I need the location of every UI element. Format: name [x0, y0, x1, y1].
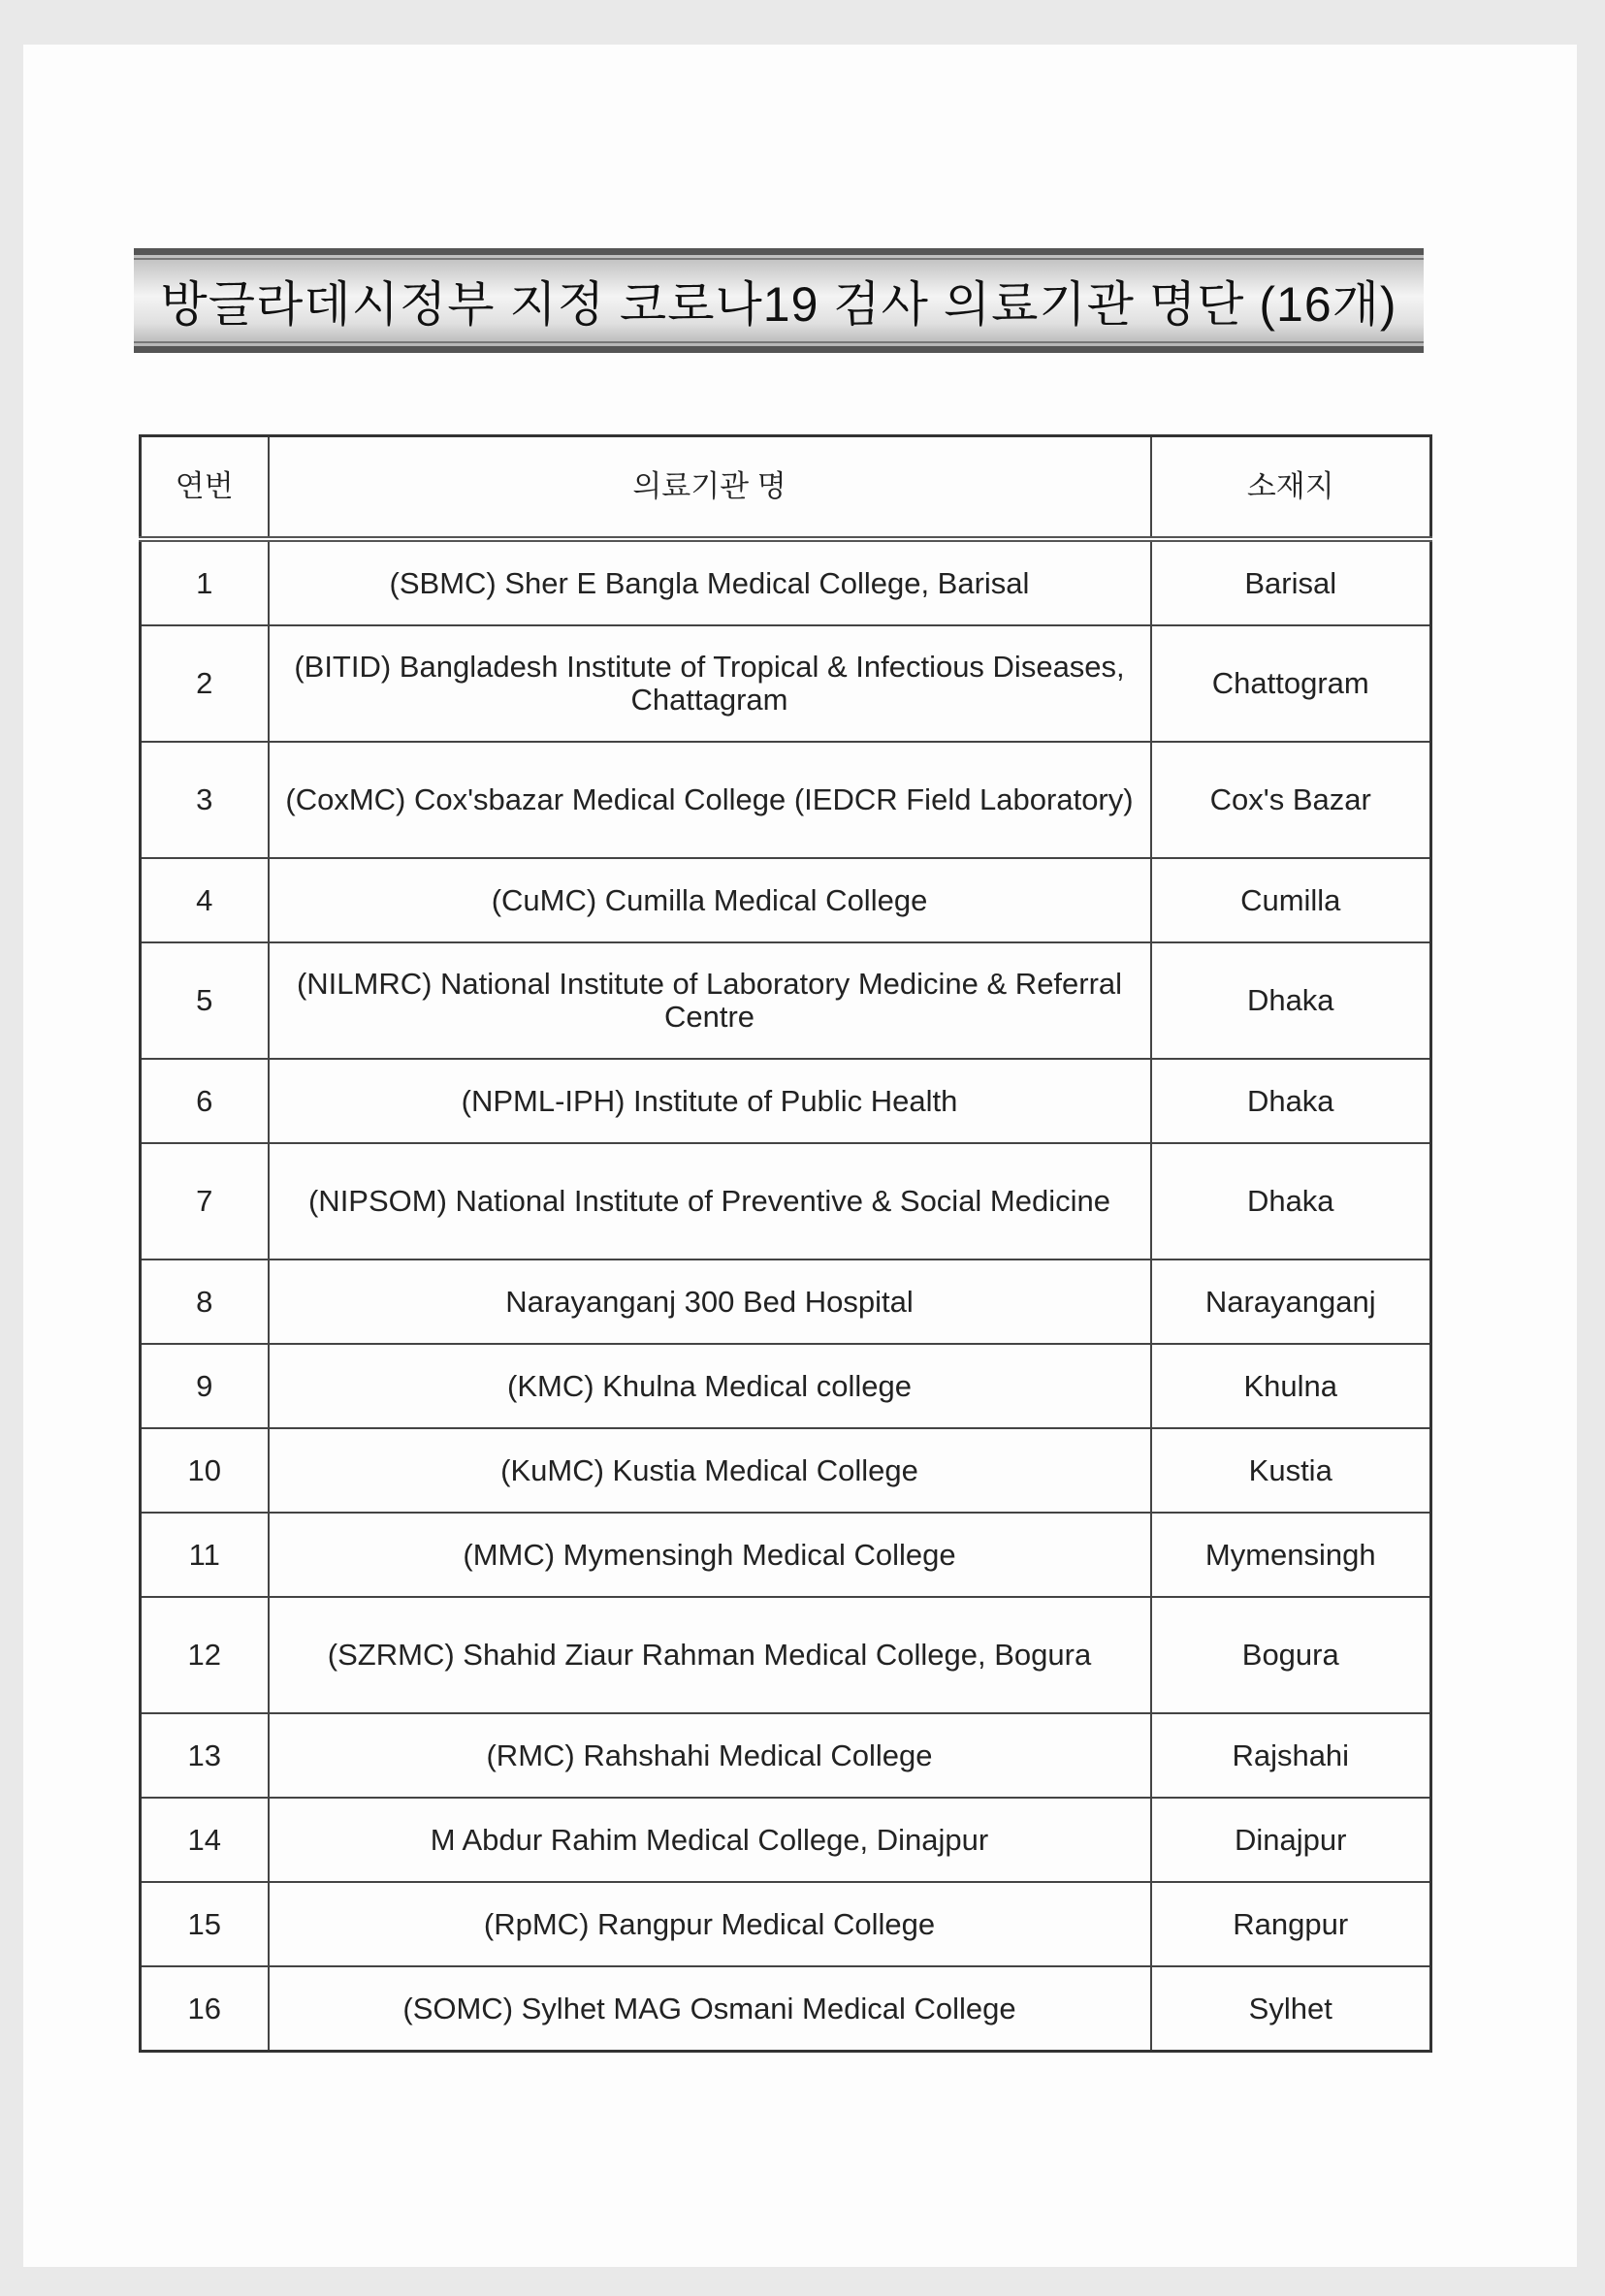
institution-location: Cox's Bazar	[1151, 742, 1431, 858]
institution-name: (SZRMC) Shahid Ziaur Rahman Medical College, Bogura	[269, 1597, 1151, 1713]
institution-name: (SBMC) Sher E Bangla Medical College, Barisal	[269, 539, 1151, 625]
institution-location: Chattogram	[1151, 625, 1431, 742]
table-row	[141, 1260, 1431, 1344]
institution-name: (SOMC) Sylhet MAG Osmani Medical College	[269, 1966, 1151, 2052]
institution-table	[139, 434, 1432, 2053]
table-row	[141, 1059, 1431, 1143]
institution-location: Bogura	[1151, 1597, 1431, 1713]
institution-location: Barisal	[1151, 539, 1431, 625]
institution-location: Dhaka	[1151, 1059, 1431, 1143]
row-number: 4	[141, 858, 269, 942]
institution-name: (RpMC) Rangpur Medical College	[269, 1882, 1151, 1966]
institution-location: Cumilla	[1151, 858, 1431, 942]
row-number: 12	[141, 1597, 269, 1713]
table-row	[141, 625, 1431, 742]
header-number: 연번	[141, 436, 269, 540]
institution-name: (NIPSOM) National Institute of Preventive & Social Medicine	[269, 1143, 1151, 1260]
institution-name: M Abdur Rahim Medical College, Dinajpur	[269, 1798, 1151, 1882]
table-row	[141, 539, 1431, 625]
row-number: 1	[141, 539, 269, 625]
row-number: 11	[141, 1513, 269, 1597]
row-number: 8	[141, 1260, 269, 1344]
institution-location: Rajshahi	[1151, 1713, 1431, 1798]
row-number: 3	[141, 742, 269, 858]
table-row	[141, 1966, 1431, 2052]
table-row	[141, 1597, 1431, 1713]
row-number: 7	[141, 1143, 269, 1260]
document-title: 방글라데시정부 지정 코로나19 검사 의료기관 명단 (16개)	[160, 277, 1397, 332]
institution-location: Rangpur	[1151, 1882, 1431, 1966]
row-number: 13	[141, 1713, 269, 1798]
institution-name: (NPML-IPH) Institute of Public Health	[269, 1059, 1151, 1143]
institution-name: (NILMRC) National Institute of Laboratory Medicine & Referral Centre	[269, 942, 1151, 1059]
institution-name: (KuMC) Kustia Medical College	[269, 1428, 1151, 1513]
institution-name: (KMC) Khulna Medical college	[269, 1344, 1151, 1428]
row-number: 15	[141, 1882, 269, 1966]
institution-location: Dhaka	[1151, 942, 1431, 1059]
table-header-row	[141, 436, 1431, 540]
institution-location: Khulna	[1151, 1344, 1431, 1428]
table-row	[141, 858, 1431, 942]
institution-location: Kustia	[1151, 1428, 1431, 1513]
row-number: 9	[141, 1344, 269, 1428]
institution-location: Sylhet	[1151, 1966, 1431, 2052]
table-row	[141, 942, 1431, 1059]
institution-name: Narayanganj 300 Bed Hospital	[269, 1260, 1151, 1344]
row-number: 2	[141, 625, 269, 742]
institution-name: (MMC) Mymensingh Medical College	[269, 1513, 1151, 1597]
row-number: 5	[141, 942, 269, 1059]
table-row	[141, 1344, 1431, 1428]
institution-location: Dinajpur	[1151, 1798, 1431, 1882]
table-row	[141, 1713, 1431, 1798]
row-number: 16	[141, 1966, 269, 2052]
row-number: 10	[141, 1428, 269, 1513]
table-row	[141, 1513, 1431, 1597]
institution-location: Mymensingh	[1151, 1513, 1431, 1597]
table-row	[141, 1428, 1431, 1513]
institution-name: (CuMC) Cumilla Medical College	[269, 858, 1151, 942]
table-row	[141, 1882, 1431, 1966]
institution-name: (RMC) Rahshahi Medical College	[269, 1713, 1151, 1798]
header-institution: 의료기관 명	[269, 436, 1151, 540]
institution-location: Dhaka	[1151, 1143, 1431, 1260]
institution-name: (CoxMC) Cox'sbazar Medical College (IEDCR Field Laboratory)	[269, 742, 1151, 858]
table-row	[141, 742, 1431, 858]
row-number: 6	[141, 1059, 269, 1143]
institution-name: (BITID) Bangladesh Institute of Tropical & Infectious Diseases, Chattagram	[269, 625, 1151, 742]
institution-location: Narayanganj	[1151, 1260, 1431, 1344]
header-location: 소재지	[1151, 436, 1431, 540]
row-number: 14	[141, 1798, 269, 1882]
table-row	[141, 1798, 1431, 1882]
title-banner	[134, 248, 1424, 353]
table-row	[141, 1143, 1431, 1260]
